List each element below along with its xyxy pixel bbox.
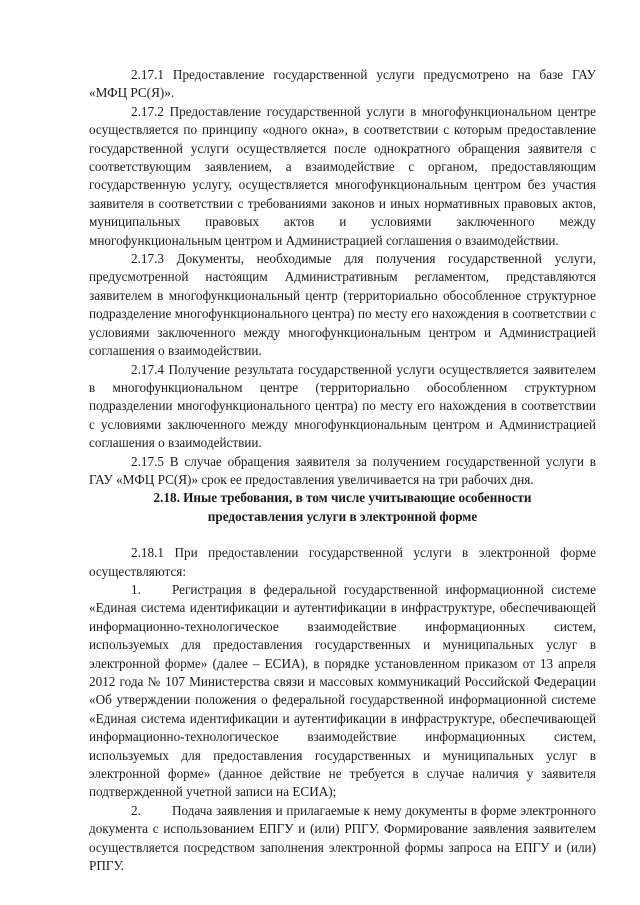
section-heading-2-18: 2.18. Иные требования, в том числе учитывающие особенности предоставления услуги в электронной форме (153, 490, 532, 524)
paragraph-2-17-2: 2.17.2 Предоставление государственной услуги в многофункциональном центре осуществляется по принципу «одного окна», в соответствии с которым предоставление государственной услуги осуществляется после однократного обращения заявителя с соответствующим заявлением, а взаимодействие с органом, предоставляющим государственную услугу, осуществляется многофункциональным центром без участия заявителя в соответствии с требованиями законов и иных нормативных правовых актов, муниципальных правовых актов и условиями заключенного между многофункциональным центром и Администрацией соглашения о взаимодействии. (89, 103, 596, 248)
paragraph-2-17-4: 2.17.4 Получение результата государственной услуги осуществляется заявителем в многофункциональном центре (территориально обособленном структурном подразделении многофункционального центра) по месту его нахождения в соответствии с условиями заключенного между многофункциональным центром и Администрацией соглашения о взаимодействии. (89, 361, 596, 451)
list-item-text: Регистрация в федеральной государственной информационной системе «Единая система идентификации и аутентификации в инфраструктуре, обеспечивающей информационно-технологическое взаимодействие информационных систем, используемых для предоставления государственных и муниципальных услуг в электронной форме» (далее – ЕСИА), в порядке установленном приказом от 13 апреля 2012 года № 107 Министерства связи и массовых коммуникаций Российской Федерации «Об утверждении положения о федеральной государственной информационной системе «Единая система идентификации и аутентификации в инфраструктуре, обеспечивающей информационно-технологическое взаимодействие информационных систем, используемых для предоставления государственных и муниципальных услуг в электронной форме» (данное действие не требуется в случае наличия у заявителя подтвержденной учетной записи на ЕСИА); (89, 581, 596, 800)
list-item (89, 581, 596, 802)
spacer (89, 526, 596, 544)
document-body (89, 66, 596, 875)
list-item-text: Подача заявления и прилагаемые к нему документы в форме электронного документа с использованием ЕПГУ и (или) РПГУ. Формирование заявления заявителем осуществляется посредством заполнения электронной формы запроса на ЕПГУ и (или) РПГУ. (89, 802, 596, 874)
list-item (89, 802, 596, 876)
paragraph-2-17-1: 2.17.1 Предоставление государственной услуги предусмотрено на базе ГАУ «МФЦ РС(Я)». (89, 67, 596, 101)
paragraph-2-18-1: 2.18.1 При предоставлении государственной услуги в электронной форме осуществляются: (89, 545, 596, 579)
list-item-number: 1. (131, 581, 141, 597)
paragraph-2-17-3: 2.17.3 Документы, необходимые для получения государственной услуги, предусмотренной настоящим Административным регламентом, представляются заявителем в многофункциональный центр (территориально обособленное структурное подразделение многофункционального центра) по месту его нахождения в соответствии с условиями заключенного между многофункциональным центром и Администрацией соглашения о взаимодействии. (89, 251, 596, 359)
paragraph-2-17-5: 2.17.5 В случае обращения заявителя за получением государственной услуги в ГАУ «МФЦ РС(Я)» срок ее предоставления увеличивается на три рабочих дня. (89, 453, 596, 487)
list-item-number: 2. (131, 802, 141, 818)
